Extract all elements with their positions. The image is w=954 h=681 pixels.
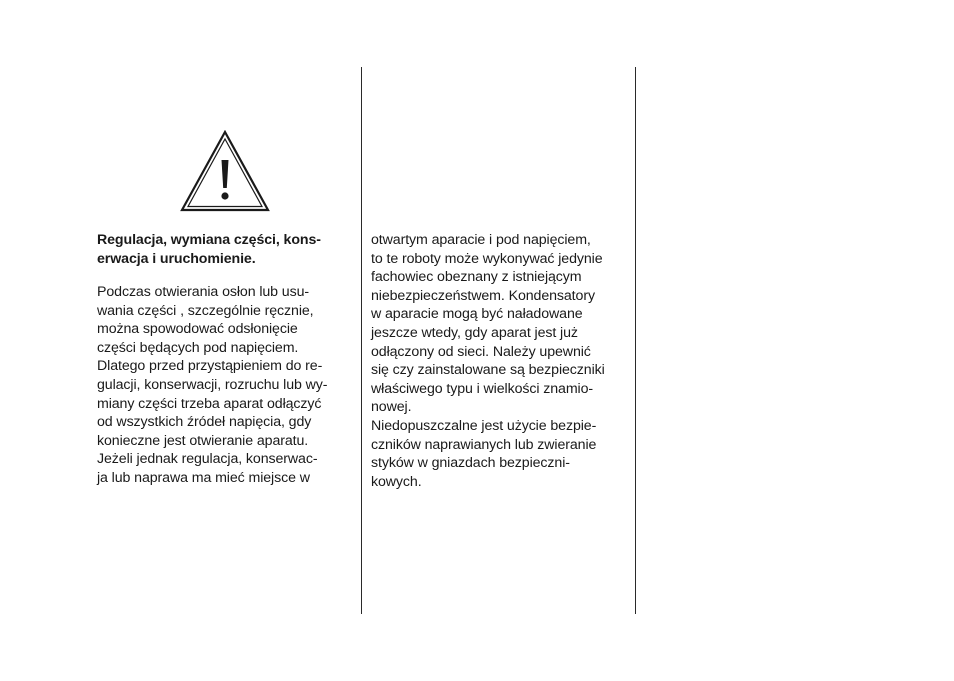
text-line: Podczas otwierania osłon lub usu- (97, 284, 309, 300)
column-divider-left (361, 67, 362, 614)
column1-paragraph (97, 283, 327, 488)
heading-line: erwacja i uruchomienie. (97, 250, 256, 267)
text-line: odłączony od sieci. Należy upewnić (371, 343, 591, 360)
text-line: właściwego typu i wielkości znamio- (371, 380, 594, 397)
text-line: kowych. (371, 473, 422, 490)
text-line: Niedopuszczalne jest użycie bezpie- (371, 417, 597, 434)
text-line: w aparacie mogą być naładowane (371, 306, 583, 323)
text-line: się czy zainstalowane są bezpieczniki (371, 362, 605, 379)
text-line: styków w gniazdach bezpieczni- (371, 455, 570, 472)
text-line: czników naprawianych lub zwieranie (371, 436, 597, 453)
text-line: części będących pod napięciem. (97, 339, 299, 356)
text-line: nowej. (371, 399, 412, 416)
text-line: to te roboty może wykonywać jedynie (371, 250, 603, 267)
section-heading (97, 231, 321, 268)
text-line: można spowodować odsłonięcie (97, 321, 298, 338)
text-line: Dlatego przed przystąpieniem do re- (97, 358, 323, 375)
text-line: gulacji, konserwacji, rozruchu lub wy- (97, 376, 328, 393)
text-line: jeszcze wtedy, gdy aparat jest już (371, 324, 578, 341)
text-line: ja lub naprawa ma mieć miejsce w (97, 469, 310, 486)
column-divider-right (635, 67, 636, 614)
warning-triangle-icon (180, 130, 270, 212)
text-line: otwartym aparacie i pod napięciem, (371, 232, 591, 248)
text-line: niebezpieczeństwem. Kondensatory (371, 287, 595, 304)
text-line: od wszystkich źródeł napięcia, gdy (97, 414, 312, 431)
text-line: wania części , szczególnie ręcznie, (97, 302, 314, 319)
text-line: fachowiec obeznany z istniejącym (371, 269, 582, 286)
heading-line: Regulacja, wymiana części, kons- (97, 232, 321, 248)
text-line: konieczne jest otwieranie aparatu. (97, 432, 309, 449)
column2-paragraph (371, 231, 605, 491)
text-line: miany części trzeba aparat odłączyć (97, 395, 322, 412)
text-line: Jeżeli jednak regulacja, konserwac- (97, 451, 318, 468)
